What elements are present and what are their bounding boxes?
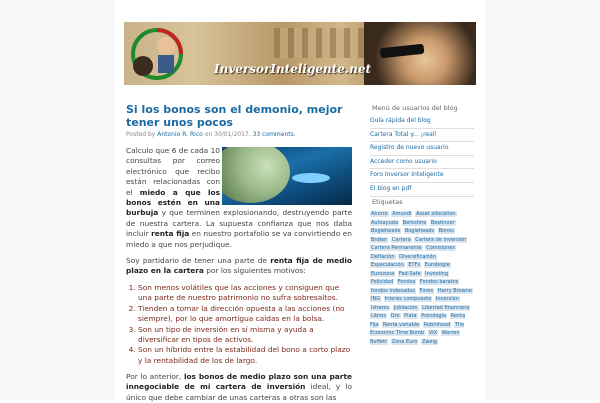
menu-item-forum[interactable]: Foro Inversor Inteligente [370,169,474,183]
reasons-list [126,283,352,366]
tag-link[interactable]: Libertad financiera [422,304,470,311]
list-item: 3. Son un tipo de inversión en sí misma y ayuda a diversificar en tipos de activos. [138,325,352,346]
menu-item-guide[interactable]: Guía rápida del blog [370,115,474,129]
menu-item-register[interactable]: Registro de nuevo usuario [370,142,474,156]
tag-link[interactable]: Inversión [435,296,459,302]
tag-link[interactable]: Fondos [397,279,416,285]
tag-link[interactable]: Plata [404,313,417,319]
menu-title: Menú de usuarios del blog [372,104,458,112]
menu-item-portfolio[interactable]: Cartera Total y... ¡real! [370,129,474,143]
menu-item-pdf[interactable]: El blog en pdf [370,183,474,197]
tag-link[interactable]: Ahorro [371,211,388,217]
tag-link[interactable]: Autoayuda [371,219,399,226]
tag-link[interactable]: Eurozona [371,270,395,277]
post-date: 30/01/2017. [214,131,251,138]
tag-link[interactable]: Psicología [421,313,447,319]
user-menu [370,115,474,197]
tag-link[interactable]: ETFs [408,262,421,268]
tag-link[interactable]: Broker [371,236,388,243]
bold-innegociable: los bonos de medio plazo son una parte innegociable de mi cartera de inversión [126,372,352,392]
posted-by-label: Posted by [126,131,156,138]
bold-medium-term: renta fija de medio plazo en la cartera [126,256,352,276]
tag-link[interactable]: Zona Euro [391,338,418,345]
bold-bonds-bubble: miedo a que los bonos estén en una burbuja [126,187,221,218]
tag-link[interactable]: fondos indexados [371,287,415,294]
tag-link[interactable]: Especulación [371,262,404,268]
menu-item-login[interactable]: Acceder como usuario [370,156,474,170]
paragraph-2: Soy partidario de tener una parte de renta fija de medio plazo en la cartera por los siguientes motivos: [126,256,352,276]
tag-link[interactable]: Robinhood [423,321,451,328]
tag-link[interactable]: VIX [428,330,438,336]
tag-link[interactable]: Berkshire [402,219,427,226]
post-meta [126,131,296,138]
tag-link[interactable]: Harry Browne [437,287,473,294]
bull-bear-mascot-icon [128,26,186,82]
tag-link[interactable]: Zweig [421,338,438,345]
list-item: 4. Son un híbrido entre la estabilidad del bono a corto plazo y la rentabilidad de los de largo. [138,345,352,366]
tag-link[interactable]: Cartera de inversion [415,236,467,243]
list-item: 1. Son menos volátiles que las acciones y consiguen que una parte de nuestro patrimonio no sufra sobresaltos. [138,283,352,304]
post-title[interactable]: Si los bonos son el demonio, mejor tener unos pocos [126,103,343,129]
tag-link[interactable]: Amundi [392,211,412,217]
list-item: 2. Tienden a tomar la dirección opuesta a las acciones (no siempre), por lo que amortigua caídas en la bolsa. [138,304,352,325]
tag-link[interactable]: Cartera [391,236,411,243]
on-label: on [204,131,213,138]
tag-cloud [370,210,474,346]
tag-link[interactable]: Libros [371,313,386,319]
bold-fixed-income: renta fija [151,229,190,239]
tag-link[interactable]: Cartera Permanente [371,245,422,251]
tag-link[interactable]: The Economic Time Bomb [370,321,465,336]
paragraph-1: Calculo que 6 de cada 10 consultas por correo electrónico que recibo están relacionadas con el miedo a que los bonos estén en una burbuja y que terminen explosionando, destruyendo parte de nuestra cartera. La supuesta confianza que nos daba incluir renta fija en nuestro portafolio se va convirtiendo en miedo a que nos perjudique. [126,146,352,249]
header-banner[interactable] [124,22,476,85]
tag-link[interactable]: Renta variable [382,321,420,328]
comments-link[interactable]: 33 comments. [252,131,296,138]
tag-link[interactable]: Renta Fija [370,313,466,328]
tags-title: Etiquetas [372,198,403,206]
author-link[interactable]: Antonio R. Rico [157,131,203,138]
tag-link[interactable]: Interes compuesto [384,296,432,302]
tag-link[interactable]: Bogleheads [404,228,435,234]
tag-link[interactable]: Warren Buffett [370,330,460,345]
tag-link[interactable]: Investing [425,270,449,277]
tag-link[interactable]: Comisiones [426,245,455,251]
tag-link[interactable]: Deflación [371,253,395,260]
tag-link[interactable]: Jubilación [393,304,418,311]
site-logo-text: InversorInteligente.net [214,62,371,76]
tag-link[interactable]: Bogleheads [371,228,401,234]
tag-link[interactable]: Oro [390,313,400,319]
tag-link[interactable]: Forex [419,287,434,294]
tag-link[interactable]: Ishares [371,304,389,311]
tag-link[interactable]: Bestinver [430,219,455,226]
city-skyline [274,28,364,58]
tag-link[interactable]: Eurobogle [424,262,450,268]
tag-link[interactable]: Felicidad [371,279,394,285]
tag-link[interactable]: ING [371,296,381,302]
tag-link[interactable]: Fed-Safe [398,270,421,277]
tag-link[interactable]: Fondos baratos [419,279,459,285]
tag-link[interactable]: Bonos [438,228,454,234]
paragraph-3: Por lo anterior, los bonos de medio plazo son una parte innegociable de mi cartera de inversión ideal, y lo único que debe cambiar de unas carteras a otras son las [126,372,352,402]
tag-link[interactable]: Asset allocation [416,211,456,217]
tag-link[interactable]: Diversificación [399,253,436,260]
